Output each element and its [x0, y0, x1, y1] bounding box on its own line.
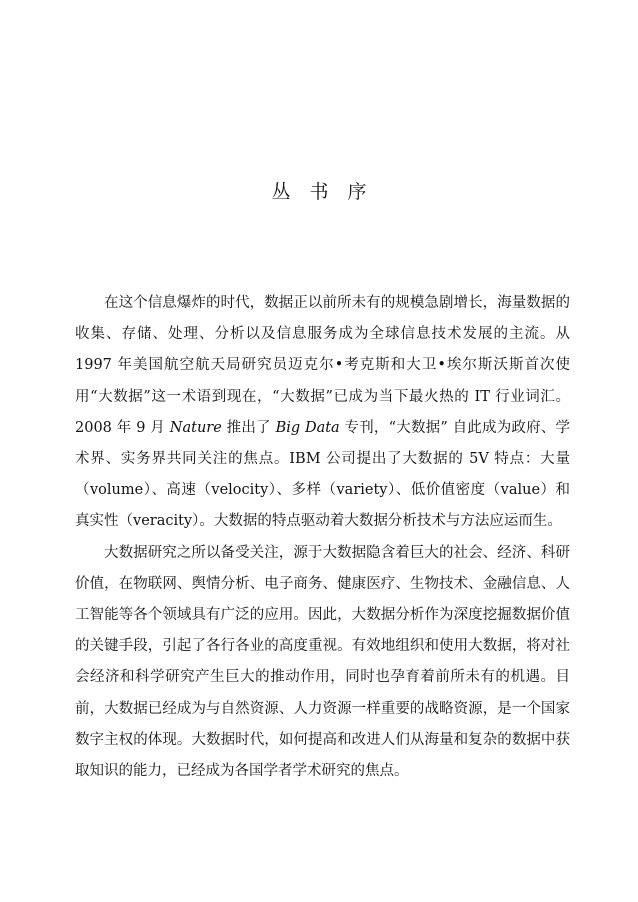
paragraph-1-text-b: 推出了 [221, 419, 276, 436]
paragraph-2 [75, 538, 570, 788]
page-title: 丛书序 [271, 181, 386, 203]
journal-name-nature: Nature [169, 419, 222, 436]
special-issue-big-data: Big Data [275, 419, 340, 436]
paragraph-2-text: 大数据研究之所以备受关注，源于大数据隐含着巨大的社会、经济、科研价值，在物联网、舆情分析、电子商务、健康医疗、生物技术、金融信息、人工智能等各个领域具有广泛的应用。因此，大数据分析作为深度挖掘数据价值的关键手段，引起了各行各业的高度重视。有效地组织和使用大数据，将对社会经济和科学研究产生巨大的推动作用，同时也孕育着前所未有的机遇。目前，大数据已经成为与自然资源、人力资源一样重要的战略资源，是一个国家数字主权的体现。大数据时代，如何提高和改进人们从海量和复杂的数据中获取知识的能力，已经成为各国学者学术研究的焦点。 [75, 544, 570, 780]
body-text [75, 288, 570, 787]
paragraph-1-text-a: 在这个信息爆炸的时代，数据正以前所未有的规模急剧增长，海量数据的收集、存储、处理、分析以及信息服务成为全球信息技术发展的主流。从 1997 年美国航空航天局研究员迈克尔•考克斯和大卫•埃尔斯沃斯首次使用“大数据”这一术语到现在，“大数据”已成为当下最火热的 IT 行业词汇。2008 年 9 月 [75, 295, 570, 436]
paragraph-1-text-c: 专刊，“大数据” 自此成为政府、学术界、实务界共同关注的焦点。IBM 公司提出了大数据的 5V 特点：大量（volume）、高速（velocity）、多样（variety）、低价值密度（value）和真实性（veracity）。大数据的特点驱动着大数据分析技术与方法应运而生。 [75, 419, 571, 530]
paragraph-1 [75, 288, 570, 538]
